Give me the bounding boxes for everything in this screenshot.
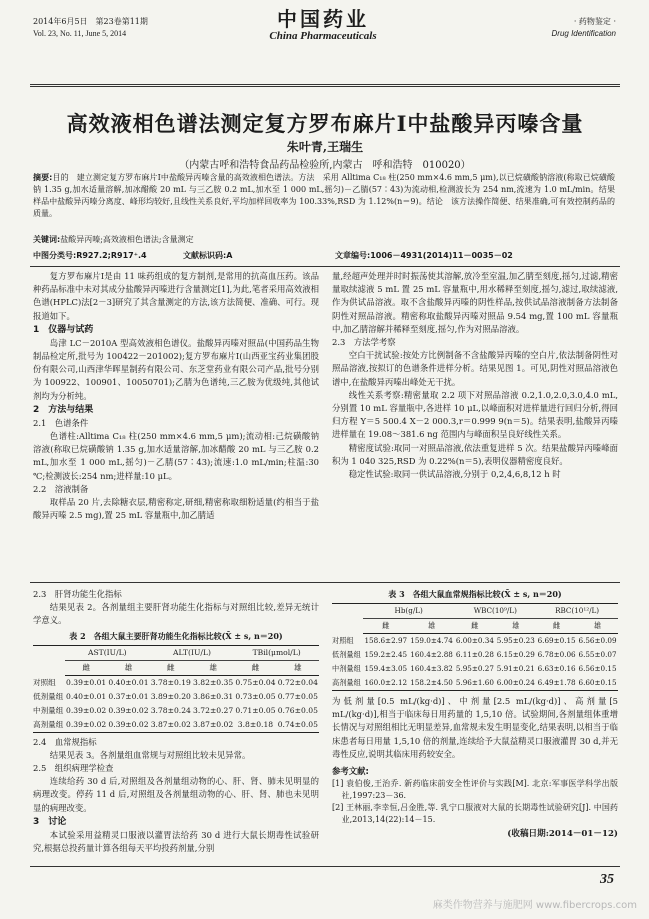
document-code: 文献标识码:A: [183, 251, 233, 260]
table-3-title: 表 3 各组大鼠血常规指标比较(X̄ ± s, n＝20): [388, 589, 562, 599]
keywords-label: 关键词:: [33, 235, 61, 244]
abstract-label: 摘要:: [33, 173, 53, 182]
liver-kidney-heading: 2.3 肝肾功能生化指标: [33, 589, 122, 599]
table-cell: 0.74±0.05: [277, 718, 319, 733]
table-cell: 低剂量组: [33, 692, 64, 701]
stability-text: 稳定性试验:取同一供试品溶液,分别于 0,2,4,6,8,12 h 时: [348, 469, 561, 480]
table-row: [332, 662, 618, 676]
blood-routine-text: 结果见表 3。各剂量组血常规与对照组比较未见异常。: [49, 749, 251, 760]
journal-logo: [248, 8, 398, 43]
continued-paragraph: 量,经超声处理并时时振荡使其溶解,放冷至室温,加乙腈至刻度,摇匀,过滤,精密量取续滤液 5 mL 置 25 mL 容量瓶中,用水稀释至刻度,摇匀,滤过,取续滤液,作为供试品溶液。取不含盐酸异丙嗪的阴性样品,按供试品溶液制备方法制备阴性对照品溶液。精密称取盐酸异丙嗪对照品 9.54 mg,置 100 mL 容量瓶中,加乙腈溶解并稀释至刻度,摇匀,作为对照品溶液。: [332, 271, 618, 334]
intro-paragraph: 复方罗布麻片Ⅰ是由 11 味药组成的复方制剂,是常用的抗高血压药。该品种药品标准中未对其成分盐酸异丙嗪进行含量测定[1],为此,笔者采用高效液相色谱(HPLC)法[2－3]研究了其含量测定的方法,该方法简便、准确、可行。现报道如下。: [33, 271, 319, 321]
table-cell: 中剂量组: [332, 664, 361, 674]
received-date: (收稿日期:2014－01－12): [507, 829, 618, 840]
table-cell: 160.4±3.82: [410, 664, 453, 674]
section-1-heading: 1 仪器与试药: [33, 324, 94, 335]
abstract-text: 目的 建立测定复方罗布麻片Ⅰ中盐酸异丙嗪含量的高效液相色谱法。方法 采用 Alltima C₁₈ 柱(250 mm×4.6 mm,5 μm),以已烷磺酸钠溶液(称取已烷磺酸钠 1.35 g,加水适量溶解,加冰醋酸 20 mL 与三乙胺 0.2 mL,加水至 1 000 mL,摇匀)－乙腈(57∶43)为流动相,检测波长为 254 nm,流速为 1.0 mL/min。结果 样品中盐酸异丙嗪分离度、峰形均较好,且线性关系良好,平均加样回收率为 100.33%,RSD 为 1.12%(n＝9)。结论 该方法操作简便、结果准确,可有效控制药品的质量。: [33, 173, 623, 218]
table-2-sex: 雌: [234, 660, 276, 675]
table-2-sex: 雄: [107, 660, 149, 675]
section-2-3-heading: 2.3 方法学考察: [332, 337, 396, 348]
table-2-sex: 雄: [277, 660, 319, 675]
page-number: 35: [600, 872, 614, 887]
header-rule-thin: [30, 86, 620, 87]
table-cell: 0.77±0.05: [277, 692, 318, 701]
table-3: [332, 603, 618, 691]
table-cell: 5.95±0.27: [455, 664, 494, 674]
table-cell: 0.37±0.01: [108, 692, 149, 701]
table-cell: 0.39±0.02: [65, 718, 107, 733]
table-3-group-rbc: RBC(10¹²/L): [536, 604, 618, 619]
issue-cn: 2014年6月5日 第23卷第11期: [33, 17, 148, 26]
section-2-1-text: 色谱柱:Alltima C₁₈ 柱(250 mm×4.6 mm,5 μm);流动相:己烷磺酸钠溶液(称取已烷磺酸钠 1.35 g,加水适量溶解,加冰醋酸 20 mL 与三乙胺 0.2 mL,加水至 1 000 mL,摇匀)－乙腈(57∶43);流速:1.0 mL/min;柱温:30 ℃;检测波长:254 nm;进样量:10 μL。: [33, 431, 319, 481]
table-cell: 5.91±0.21: [496, 664, 535, 674]
table-cell: 3.87±0.02: [150, 718, 192, 733]
table-cell: 6.78±0.06: [537, 650, 576, 660]
upper-right-column: [332, 270, 618, 481]
table-cell: 0.75±0.04: [235, 678, 276, 687]
discussion-continued: 为低剂量[0.5 mL/(kg·d)]、中剂量[2.5 mL/(kg·d)]、高剂量[5 mL/(kg·d)],相当于临床每日用药量的 1,5,10 倍。试验期间,各剂量组体重增长情况与对照组相比无明显差异,血常规未发生明显变化,结果表明,以相当于临床患者每日用量 1,5,10 倍的剂量,连续给予大鼠益精灵口服液灌胃 30 d,并无毒性反应,说明其临床用药较安全。: [332, 696, 618, 759]
pathology-text: 连续给药 30 d 后,对照组及各剂量组动物的心、肝、肾、肺未见明显的病理改变。停药 11 d 后,对照组及各剂量组动物的心、肝、肾、肺也未见明显的病理改变。: [33, 776, 319, 813]
table-row: [332, 634, 618, 649]
table-cell: 159.4±3.05: [364, 664, 408, 674]
table-cell: 6.60±0.15: [577, 676, 618, 691]
table-cell: 3.78±0.24: [150, 706, 191, 715]
section-en: Drug Identification: [551, 29, 616, 38]
table-cell: 158.2±4.50: [409, 676, 455, 691]
table-cell: 6.49±1.78: [536, 676, 577, 691]
precision-text: 精密度试验:取同一对照品溶液,依法重复进样 5 次。结果盐酸异丙嗪峰面积为 1 040 325,RSD 为 0.22%(n＝5),表明仪器精密度良好。: [332, 442, 618, 466]
table-row: [332, 676, 618, 691]
table-2-group-alt: ALT(IU/L): [150, 645, 235, 660]
table-cell: 0.73±0.05: [235, 692, 276, 701]
table-3-sex: 雌: [454, 619, 495, 634]
table-cell: 高剂量组: [33, 718, 65, 733]
table-cell: 0.40±0.01: [66, 692, 107, 701]
table-cell: 3.8±0.18: [234, 718, 276, 733]
table-3-group-hb: Hb(g/L): [363, 604, 455, 619]
table-cell: 0.72±0.04: [277, 678, 318, 687]
table-row: [33, 675, 319, 690]
table-cell: 0.39±0.01: [66, 678, 107, 687]
article-authors: 朱叶青,王瑞生: [286, 140, 364, 154]
table-2-group-tbil: TBil(μmol/L): [234, 645, 319, 660]
table-2-sex: 雌: [65, 660, 107, 675]
table-cell: 3.78±0.19: [150, 678, 191, 687]
table-2-sex: 雄: [192, 660, 234, 675]
section-2-1-heading: 2.1 色谱条件: [33, 417, 89, 428]
lower-right-column: [332, 586, 618, 841]
table-cell: 160.4±2.88: [410, 650, 453, 660]
table-cell: 6.55±0.07: [578, 650, 617, 660]
blood-routine-heading: 2.4 血常规指标: [33, 736, 97, 747]
linearity-text: 线性关系考察:精密量取 2.2 项下对照品溶液 0.2,1.0,2.0,3.0,4.0 mL,分别置 10 mL 容量瓶中,各进样 10 μL,以峰面积对进样量进行回归分析,得回归方程 Y＝5 500.4 X－2 000.3,r＝0.999 9(n＝5)。结果表明,盐酸异丙嗪进样量在 19.08～381.6 ng 范围内与峰面积呈良好线性关系。: [332, 389, 618, 440]
discussion-text: 本试验采用益精灵口服液以灌胃法给药 30 d 进行大鼠长期毒性试验研究,根据总投药量计算各组每天平均投药剂量,分别: [33, 829, 319, 854]
table-cell: 3.72±0.27: [193, 706, 234, 715]
liver-kidney-text: 结果见表 2。各剂量组主要肝肾功能生化指标与对照组比较,差异无统计学意义。: [33, 602, 319, 626]
journal-section: [552, 16, 616, 40]
table-cell: 6.63±0.16: [537, 664, 576, 674]
table-3-sex: 雄: [577, 619, 618, 634]
table-cell: 对照组: [33, 677, 56, 687]
table-cell: 0.40±0.01: [108, 678, 149, 687]
table-cell: 6.69±0.15: [537, 636, 576, 646]
section-1-text: 岛津 LC－2010A 型高效液相色谱仪。盐酸异丙嗪对照品(中国药品生物制品检定所,批号为 100422－201002);复方罗布麻片Ⅰ(山西亚宝药业集团股份有限公司,山西津华晖星制药有限公司、东芝堂药业有限公司产品,批号分别为 100922、100901、10050701);乙腈为色谱纯,三乙胺为优级纯,其他试剂均为分析纯。: [33, 337, 319, 401]
table-cell: 中剂量组: [33, 706, 64, 715]
table-cell: 0.39±0.02: [108, 706, 149, 715]
table-cell: 0.76±0.05: [277, 706, 318, 715]
table-cell: 3.82±0.35: [193, 678, 234, 687]
section-cn: · 药物鉴定 ·: [573, 17, 616, 26]
discussion-heading: 3 讨论: [33, 816, 67, 827]
references-list: [332, 778, 618, 826]
table-row: [33, 718, 319, 733]
table-3-group-wbc: WBC(10⁹/L): [454, 604, 536, 619]
table-cell: 6.00±0.24: [495, 676, 536, 691]
table-cell: 0.39±0.02: [107, 718, 149, 733]
reference-item: [2] 王林丽,李幸恒,吕金胜,等. 乳宁口服液对大鼠的长期毒性试验研究[J]. 中国药业,2013,14(22):14－15.: [332, 803, 618, 825]
table-cell: 159.0±4.74: [410, 636, 453, 646]
table-2-sex: 雌: [150, 660, 192, 675]
specificity-text: 空白干扰试验:按处方比例制备不含盐酸异丙嗪的空白片,依法制备阴性对照品溶液,按拟订的色谱条件进样分析。结果见图 1。可见,阴性对照品溶液色谱中,在盐酸异丙嗪出峰处无干扰。: [332, 350, 618, 387]
journal-issue: [33, 16, 148, 40]
section-2-2-heading: 2.2 溶液制备: [33, 483, 89, 494]
section-2-heading: 2 方法与结果: [33, 404, 94, 415]
table-cell: 6.56±0.15: [578, 664, 617, 674]
footer-rule: [30, 866, 620, 867]
issue-en: Vol. 23, No. 11, June 5, 2014: [33, 29, 127, 38]
clc-number: 中图分类号:R927.2;R917⁺.4: [33, 251, 147, 260]
mid-rule: [30, 582, 620, 583]
watermark: 麻类作物营养与施肥网 www.fibercrops.com: [432, 900, 637, 911]
table-2-group-ast: AST(IU/L): [65, 645, 150, 660]
table-cell: 5.96±1.60: [454, 676, 495, 691]
table-3-sex: 雌: [363, 619, 409, 634]
abstract: [33, 172, 623, 220]
table-3-sex: 雌: [536, 619, 577, 634]
table-cell: 6.00±0.34: [455, 636, 494, 646]
keywords-text: 盐酸异丙嗪;高效液相色谱法;含量测定: [60, 235, 194, 244]
logo-cn: 中国药业: [277, 7, 369, 31]
table-cell: 3.89±0.20: [150, 692, 191, 701]
table-cell: 5.95±0.23: [496, 636, 535, 646]
table-2-title: 表 2 各组大鼠主要肝肾功能生化指标比较(X̄ ± s, n＝20): [69, 630, 283, 641]
table-cell: 高剂量组: [332, 676, 363, 691]
table-cell: 6.15±0.29: [496, 650, 535, 660]
table-cell: 6.56±0.09: [578, 636, 617, 646]
references-title: 参考文献:: [332, 766, 369, 777]
table-cell: 0.39±0.02: [66, 706, 107, 715]
table-row: [33, 690, 319, 704]
article-number: 文章编号:1006－4931(2014)11－0035－02: [335, 251, 513, 260]
table-cell: 3.86±0.31: [193, 692, 234, 701]
reference-item: [1] 袁伯俊,王治乔. 新药临床前安全性评价与实践[M]. 北京:军事医学科学出版社,1997:23－36.: [332, 779, 618, 801]
table-cell: 158.6±2.97: [364, 636, 408, 646]
article-affiliation: （内蒙古呼和浩特食品药品检验所,内蒙古 呼和浩特 010020）: [179, 160, 471, 171]
table-3-sex: 雄: [409, 619, 455, 634]
table-3-sex: 雄: [495, 619, 536, 634]
logo-en: China Pharmaceuticals: [269, 30, 377, 42]
pathology-heading: 2.5 组织病理学检查: [33, 763, 114, 774]
table-row: [33, 704, 319, 718]
table-2-corner: [33, 645, 65, 675]
table-cell: 159.2±2.45: [364, 650, 408, 660]
keywords: [33, 234, 615, 246]
table-2: [33, 645, 319, 733]
abstract-rule: [30, 266, 620, 267]
table-cell: 3.87±0.02: [192, 718, 234, 733]
upper-left-column: [33, 270, 319, 522]
lower-left-column: [33, 588, 319, 855]
table-cell: 160.0±2.12: [363, 676, 409, 691]
table-cell: 低剂量组: [332, 650, 361, 660]
header-rule: [30, 84, 620, 85]
table-cell: 对照组: [332, 636, 354, 646]
table-row: [332, 648, 618, 662]
table-3-corner: [332, 604, 363, 634]
table-cell: 6.11±0.28: [455, 650, 494, 660]
article-title: 高效液相色谱法测定复方罗布麻片Ⅰ中盐酸异丙嗪含量: [66, 111, 584, 136]
section-2-2-text: 取样品 20 片,去除糖衣层,精密称定,研细,精密称取细粉适量(约相当于盐酸异丙嗪 2.5 mg),置 25 mL 容量瓶中,加乙腈适: [33, 497, 319, 521]
table-cell: 0.71±0.05: [235, 706, 276, 715]
